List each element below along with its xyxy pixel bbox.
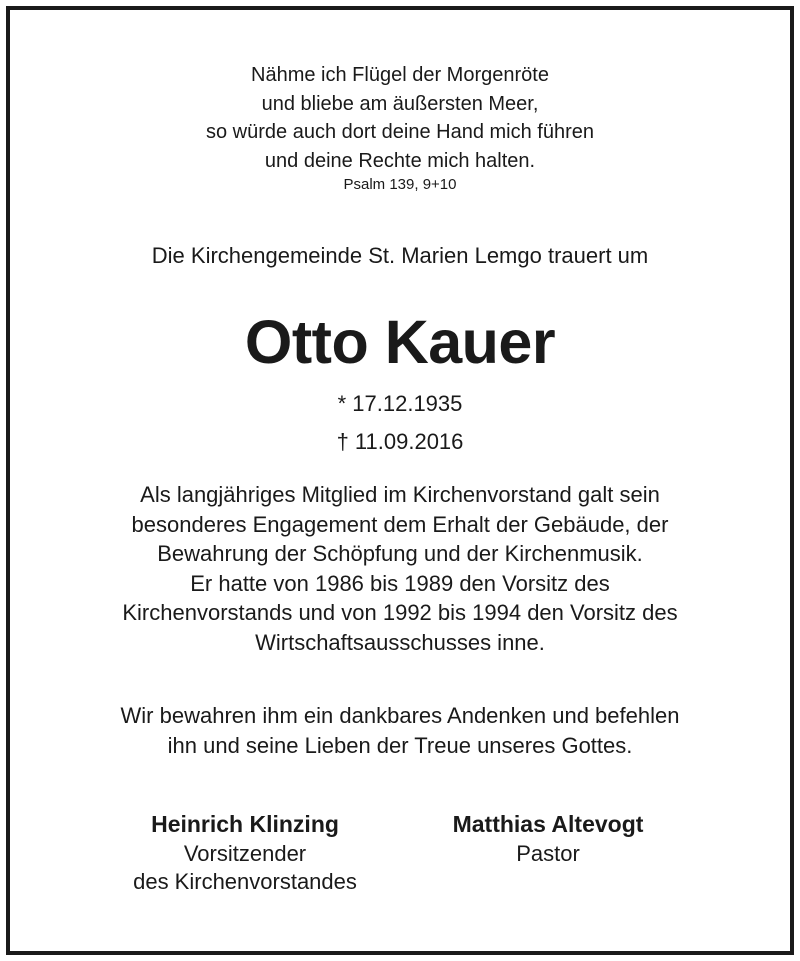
tribute-line: Kirchenvorstands und von 1992 bis 1994 den Vorsitz des: [122, 600, 678, 625]
signatory-chairman: [90, 808, 400, 896]
verse-source: Psalm 139, 9+10: [343, 176, 457, 193]
signatory-name: Heinrich Klinzing: [151, 811, 339, 837]
verse-line: und bliebe am äußersten Meer,: [261, 92, 539, 115]
signatory-pastor: [400, 808, 696, 868]
signatory-role: Pastor: [516, 841, 580, 866]
death-date: † 11.09.2016: [336, 429, 464, 454]
signatory-role: des Kirchenvorstandes: [133, 869, 357, 894]
tribute-line: Als langjähriges Mitglied im Kirchenvorstand galt sein: [140, 482, 660, 507]
tribute-line: Bewahrung der Schöpfung und der Kirchenmusik.: [157, 541, 643, 566]
psalm-verse: [0, 61, 800, 175]
verse-line: Nähme ich Flügel der Morgenröte: [251, 64, 549, 86]
signatory-role: Vorsitzender: [183, 841, 307, 866]
closing-text: [0, 701, 800, 761]
tribute-line: Er hatte von 1986 bis 1989 den Vorsitz des: [190, 570, 610, 596]
life-dates: [0, 385, 800, 461]
tribute-line: Wirtschaftsausschusses inne.: [255, 629, 545, 655]
intro-text: Die Kirchengemeinde St. Marien Lemgo trauert um: [151, 243, 649, 268]
verse-line: so würde auch dort deine Hand mich führen: [205, 121, 594, 143]
deceased-name: Otto Kauer: [244, 308, 556, 376]
signatory-name: Matthias Altevogt: [452, 811, 644, 837]
closing-line: Wir bewahren ihm ein dankbares Andenken und befehlen: [120, 703, 680, 728]
tribute-text: [0, 480, 800, 657]
verse-line: und deine Rechte mich halten.: [264, 149, 536, 172]
tribute-line: besonderes Engagement dem Erhalt der Gebäude, der: [131, 511, 669, 537]
birth-date: * 17.12.1935: [337, 391, 463, 416]
closing-line: ihn und seine Lieben der Treue unseres Gottes.: [167, 733, 633, 758]
